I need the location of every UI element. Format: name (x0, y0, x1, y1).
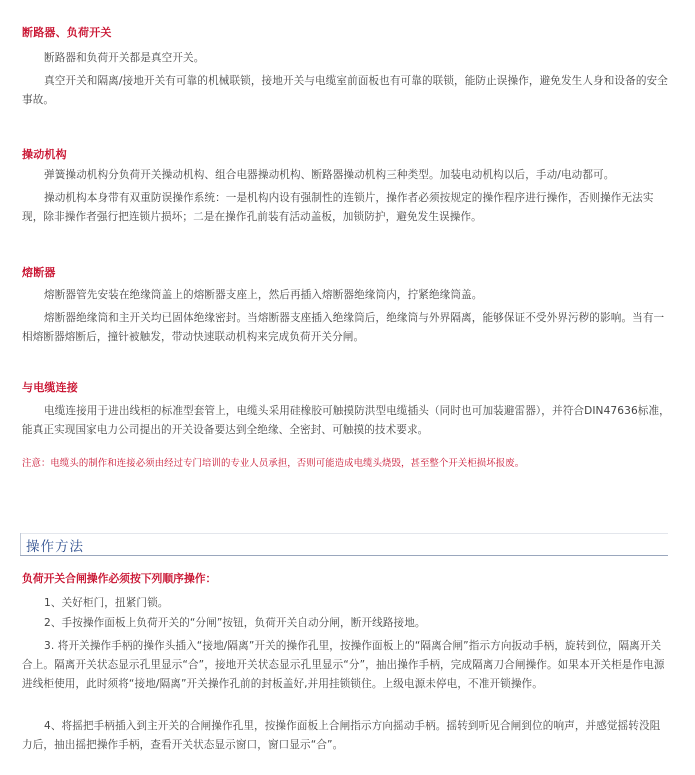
section-left-rule (20, 533, 21, 555)
paragraph-cable-1: 电缆连接用于进出线柜的标准型套管上，电缆头采用硅橡胶可触摸防洪型电缆插头（同时也可加装避雷器），并符合DIN47636标准，能真正实现国家电力公司提出的开关设备要达到全绝缘、全密封、可触摸的技术要求。 (22, 405, 670, 436)
operation-section-title: 操作方法 (26, 539, 84, 555)
operation-heading: 负荷开关合闸操作必须按下列顺序操作： (22, 572, 217, 585)
section-title-fuse: 熔断器 (22, 266, 56, 279)
paragraph-mechanism-1: 弹簧操动机构分负荷开关操动机构、组合电器操动机构、断路器操动机构三种类型。加装电动机构以后，手动/电动都可。 (44, 169, 615, 181)
paragraph-mechanism-2: 操动机构本身带有双重防误操作系统：一是机构内设有强制性的连锁片，操作者必须按规定的操作程序进行操作，否则操作无法实现，除非操作者强行把连锁片损坏；二是在操作孔前装有活动盖板，加锁防护，避免发生误操作。 (22, 192, 654, 223)
section-top-rule (20, 533, 668, 534)
operation-step-3: 3. 将开关操作手柄的操作头插入“接地/隔离”开关的操作孔里，按操作面板上的“隔离合闸”指示方向扳动手柄，旋转到位，隔离开关合上。隔离开关状态显示孔里显示“合”，接地开关状态显示孔里显示“分”，抽出操作手柄，完成隔离刀合闸操作。如果本开关柜是作电源进线柜使用，此时须将“接地/隔离”开关操作孔前的封板盖好,并用挂锁锁住。上级电源未停电，不准开锁操作。 (22, 640, 665, 690)
paragraph-fuse-2: 熔断器绝缘筒和主开关均已固体绝缘密封。当熔断器支座插入绝缘筒后，绝缘筒与外界隔离，能够保证不受外界污秽的影响。当有一相熔断器熔断后，撞针被触发，带动快速联动机构来完成负荷开关分闸。 (22, 312, 665, 343)
section-title-breaker: 断路器、负荷开关 (22, 26, 112, 39)
operation-step-2: 2、手按操作面板上负荷开关的“分闸”按钮，负荷开关自动分闸，断开线路接地。 (44, 617, 426, 629)
section-divider (20, 555, 668, 556)
operation-step-4: 4、将摇把手柄插入到主开关的合闸操作孔里，按操作面板上合闸指示方向摇动手柄。摇转到听见合闸到位的响声，并感觉摇转没阻力后，抽出摇把操作手柄，查看开关状态显示窗口，窗口显示“合”。 (22, 720, 661, 751)
section-title-cable: 与电缆连接 (22, 381, 78, 394)
operation-step-1: 1、关好柜门，扭紧门锁。 (44, 597, 169, 609)
paragraph-fuse-1: 熔断器管先安装在绝缘筒盖上的熔断器支座上，然后再插入熔断器绝缘筒内，拧紧绝缘筒盖。 (44, 289, 483, 301)
paragraph-breaker-1: 断路器和负荷开关都是真空开关。 (44, 52, 205, 64)
section-title-mechanism: 操动机构 (22, 148, 67, 161)
warning-note: 注意：电缆头的制作和连接必须由经过专门培训的专业人员承担，否则可能造成电缆头烧毁，甚至整个开关柜损坏报废。 (22, 458, 525, 469)
paragraph-breaker-2: 真空开关和隔离/接地开关有可靠的机械联锁，接地开关与电缆室前面板也有可靠的联锁，能防止误操作，避免发生人身和设备的安全事故。 (22, 75, 668, 106)
